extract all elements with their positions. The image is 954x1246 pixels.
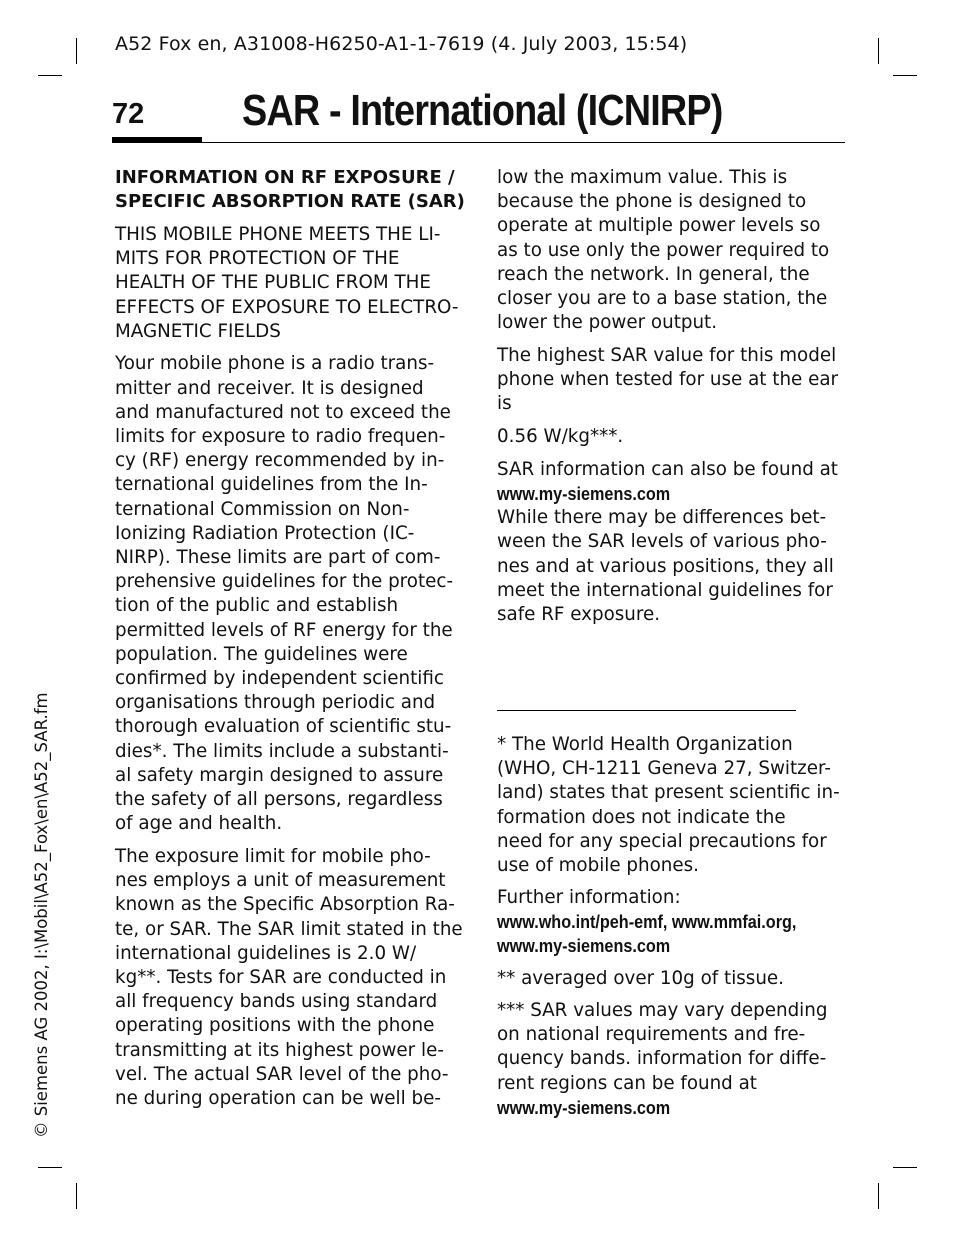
intro-line: Ionizing Radiation Protection (IC- bbox=[115, 522, 415, 544]
highest-sar-paragraph bbox=[497, 344, 847, 417]
crop-mark-bottom-left-horizontal bbox=[38, 1167, 62, 1168]
intro-line: mitter and receiver. It is designed bbox=[115, 377, 424, 399]
left-column bbox=[115, 166, 465, 1120]
right-column bbox=[497, 166, 847, 636]
footnote-separator bbox=[497, 710, 796, 711]
footnote-sar-variation-line: *** SAR values may vary depending bbox=[497, 1000, 828, 1021]
intro-line: limits for exposure to radio frequen- bbox=[115, 426, 446, 448]
crop-mark-top-right-horizontal bbox=[893, 75, 917, 76]
intro-line: ternational Commission on Non- bbox=[115, 498, 410, 520]
exposure-limit-line: transmitting at its highest power le- bbox=[115, 1039, 444, 1061]
crop-mark-top-right-vertical bbox=[878, 38, 879, 64]
power-levels-line: lower the power output. bbox=[497, 312, 718, 334]
sar-value: 0.56 W/kg***. bbox=[497, 426, 624, 448]
intro-line: thorough evaluation of scientific stu- bbox=[115, 716, 452, 738]
further-info-links-line-2[interactable]: www.my-siemens.com bbox=[497, 936, 671, 957]
caps-notice-paragraph bbox=[115, 223, 465, 344]
differences-line: safe RF exposure. bbox=[497, 603, 661, 625]
differences-line: meet the international guidelines for bbox=[497, 579, 833, 601]
exposure-limit-line: kg**. Tests for SAR are conducted in bbox=[115, 967, 447, 988]
page-number: 72 bbox=[112, 98, 145, 130]
highest-sar-line: The highest SAR value for this model bbox=[497, 344, 837, 366]
power-levels-line: operate at multiple power levels so bbox=[497, 215, 821, 237]
exposure-limit-line: te, or SAR. The SAR limit stated in the bbox=[115, 918, 463, 940]
caps-notice-line: EFFECTS OF EXPOSURE TO ELECTRO- bbox=[115, 296, 459, 318]
power-levels-line: as to use only the power required to bbox=[497, 239, 830, 261]
caps-notice-line: MAGNETIC FIELDS bbox=[115, 320, 281, 342]
exposure-limit-line: international guidelines is 2.0 W/ bbox=[115, 942, 417, 964]
crop-mark-top-left-horizontal bbox=[38, 75, 62, 76]
exposure-limit-paragraph bbox=[115, 845, 465, 1111]
power-levels-line: low the maximum value. This is bbox=[497, 167, 788, 188]
footnote-who bbox=[497, 733, 847, 878]
differences-line: nes and at various positions, they all bbox=[497, 555, 834, 577]
crop-mark-top-left-vertical bbox=[76, 38, 77, 64]
intro-line: and manufactured not to exceed the bbox=[115, 401, 451, 423]
exposure-limit-line: ne during operation can be well be- bbox=[115, 1088, 441, 1110]
intro-line: Your mobile phone is a radio trans- bbox=[115, 353, 435, 375]
further-info-label: Further information: bbox=[497, 887, 681, 908]
intro-line: cy (RF) energy recommended by in- bbox=[115, 450, 445, 472]
intro-line: permitted levels of RF energy for the bbox=[115, 619, 453, 641]
intro-line: organisations through periodic and bbox=[115, 692, 436, 714]
footnote-sar-variation-text bbox=[497, 999, 847, 1096]
footnote-sar-variation-line: quency bands. information for diffe- bbox=[497, 1048, 827, 1070]
file-info-header: A52 Fox en, A31008-H6250-A1-1-7619 (4. July 2003, 15:54) bbox=[115, 33, 688, 55]
crop-mark-bottom-left-vertical bbox=[76, 1183, 77, 1209]
power-levels-paragraph bbox=[497, 166, 847, 335]
footnote-who-line: use of mobile phones. bbox=[497, 855, 699, 877]
intro-line: of age and health. bbox=[115, 813, 283, 835]
title-rule bbox=[112, 142, 845, 143]
power-levels-line: reach the network. In general, the bbox=[497, 263, 810, 285]
power-levels-line: closer you are to a base station, the bbox=[497, 288, 828, 310]
exposure-limit-line: operating positions with the phone bbox=[115, 1015, 435, 1037]
intro-line: al safety margin designed to assure bbox=[115, 764, 444, 786]
intro-line: prehensive guidelines for the protec- bbox=[115, 571, 454, 593]
footnote-sar-link[interactable]: www.my-siemens.com bbox=[497, 1097, 671, 1118]
footnote-who-line: (WHO, CH-1211 Geneva 27, Switzer- bbox=[497, 758, 831, 780]
footnote-who-line: formation does not indicate the bbox=[497, 806, 786, 828]
footnote-tissue: ** averaged over 10g of tissue. bbox=[497, 968, 784, 989]
exposure-limit-line: vel. The actual SAR level of the pho- bbox=[115, 1063, 449, 1085]
intro-line: ternational guidelines from the In- bbox=[115, 474, 428, 496]
exposure-limit-line: all frequency bands using standard bbox=[115, 991, 438, 1013]
footnote-who-line: need for any special precautions for bbox=[497, 830, 827, 852]
highest-sar-line: is bbox=[497, 393, 512, 415]
exposure-limit-line: nes employs a unit of measurement bbox=[115, 870, 446, 892]
footnote-who-line: land) states that present scientific in- bbox=[497, 782, 840, 804]
crop-mark-bottom-right-vertical bbox=[878, 1183, 879, 1209]
page-title: SAR - International (ICNIRP) bbox=[242, 86, 723, 135]
sar-info-link[interactable]: www.my-siemens.com bbox=[497, 483, 671, 504]
further-information bbox=[497, 886, 847, 959]
sar-info-paragraph bbox=[497, 458, 847, 627]
further-info-links-line-1[interactable]: www.who.int/peh-emf, www.mmfai.org, bbox=[497, 912, 797, 933]
differences-line: ween the SAR levels of various pho- bbox=[497, 531, 827, 553]
intro-line: NIRP). These limits are part of com- bbox=[115, 547, 441, 569]
caps-notice-line: MITS FOR PROTECTION OF THE bbox=[115, 248, 400, 270]
intro-line: the safety of all persons, regardless bbox=[115, 789, 443, 811]
intro-line: dies*. The limits include a substanti- bbox=[115, 740, 449, 762]
intro-line: tion of the public and establish bbox=[115, 595, 399, 617]
intro-line: confirmed by independent scientific bbox=[115, 668, 444, 690]
exposure-limit-line: The exposure limit for mobile pho- bbox=[115, 845, 431, 867]
intro-paragraph bbox=[115, 352, 465, 836]
highest-sar-line: phone when tested for use at the ear bbox=[497, 369, 839, 391]
exposure-limit-line: known as the Specific Absorption Ra- bbox=[115, 894, 455, 916]
crop-mark-bottom-right-horizontal bbox=[893, 1167, 917, 1168]
differences-line: While there may be differences bet- bbox=[497, 507, 827, 529]
differences-paragraph bbox=[497, 506, 847, 627]
footnote-sar-variation bbox=[497, 999, 847, 1120]
intro-line: population. The guidelines were bbox=[115, 643, 408, 665]
copyright-file-path: © Siemens AG 2002, I:\Mobil\A52_Fox\en\A52_SAR.fm bbox=[32, 692, 51, 1138]
power-levels-line: because the phone is designed to bbox=[497, 191, 807, 213]
sar-info-intro: SAR information can also be found at bbox=[497, 458, 838, 480]
caps-notice-line: HEALTH OF THE PUBLIC FROM THE bbox=[115, 272, 431, 294]
footnote-sar-variation-line: rent regions can be found at bbox=[497, 1072, 757, 1094]
caps-notice-line: THIS MOBILE PHONE MEETS THE LI- bbox=[115, 223, 441, 245]
section-heading: INFORMATION ON RF EXPOSURE / SPECIFIC ABSORPTION RATE (SAR) bbox=[115, 167, 465, 213]
footnote-who-line: * The World Health Organization bbox=[497, 734, 793, 755]
footnote-sar-variation-line: on national requirements and fre- bbox=[497, 1024, 806, 1046]
